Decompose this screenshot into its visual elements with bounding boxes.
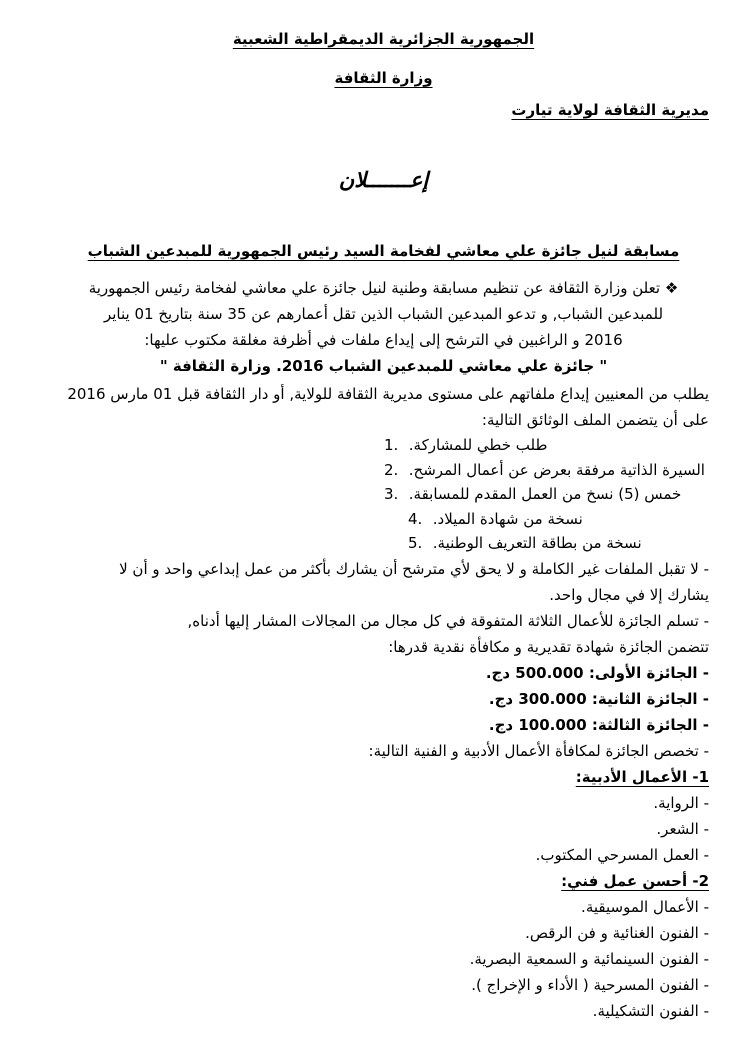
- rule-award-line-2: تتضمن الجائزة شهادة تقديرية و مكافأة نقدية قدرها:: [388, 637, 709, 656]
- literary-item: - الرواية.: [653, 793, 709, 812]
- prize-first-line: - الجائزة الأولى: 500.000 دج.: [485, 663, 709, 682]
- republic-header: الجمهورية الجزائرية الديمقراطية الشعبية: [232, 30, 535, 48]
- artistic-section: [58, 868, 709, 1024]
- artistic-item: - الفنون التشكيلية.: [592, 1001, 709, 1020]
- competition-title: مسابقة لنيل جائزة علي معاشي لفخامة السيد رئيس الجمهورية للمبدعين الشباب: [87, 242, 680, 260]
- document-list-item: [384, 433, 709, 458]
- list-item-number: 4.: [408, 509, 423, 528]
- list-item-text: السيرة الذاتية مرفقة بعرض عن أعمال المرشح.: [408, 460, 705, 479]
- intro-line-1: [58, 275, 709, 301]
- artistic-item: - الفنون المسرحية ( الأداء و الإخراج ).: [471, 975, 709, 994]
- artistic-item: - الفنون الغنائية و فن الرقص.: [525, 923, 709, 942]
- document-list-item: [384, 507, 709, 532]
- announcement-word: إعـــــــلان: [338, 168, 429, 192]
- required-documents-list: [58, 433, 709, 556]
- literary-section: [58, 764, 709, 868]
- ministry-header: وزارة الثقافة: [334, 69, 433, 87]
- allocation-line: - تخصص الجائزة لمكافأة الأعمال الأدبية و الفنية التالية:: [368, 741, 709, 760]
- rule-award-line-1: - تسلم الجائزة للأعمال الثلاثة المتفوقة في كل مجال من المجالات المشار إليها أدناه,: [187, 611, 709, 630]
- list-item-text: طلب خطي للمشاركة.: [408, 436, 548, 454]
- submission-paragraph: [58, 381, 709, 433]
- literary-item: - الشعر.: [656, 819, 709, 838]
- submission-line-1: يطلب من المعنيين إيداع ملفاتهم على مستوى مديرية الثقافة للولاية, أو دار الثقافة قبل 01 مارس 2016: [67, 385, 709, 403]
- intro-line-1-text: تعلن وزارة الثقافة عن تنظيم مسابقة وطنية لنيل جائزة علي معاشي لفخامة رئيس الجمهورية: [88, 279, 661, 297]
- document-list-item: [384, 482, 709, 507]
- prize-second-line: - الجائزة الثانية: 300.000 دج.: [488, 689, 709, 708]
- intro-line-2: للمبدعين الشباب, و تدعو المبدعين الشباب الذين تقل أعمارهم عن 35 سنة بتاريخ 01 يناير: [103, 305, 664, 323]
- diamond-bullet-icon: ❖: [664, 279, 679, 297]
- artistic-item: - الأعمال الموسيقية.: [581, 897, 709, 916]
- list-item-text: خمس (5) نسخ من العمل المقدم للمسابقة.: [408, 485, 682, 504]
- document-list-item: [384, 531, 709, 556]
- directorate-header: مديرية الثقافة لولاية تيارت: [511, 101, 709, 119]
- intro-paragraph: [58, 275, 709, 379]
- list-item-number: 5.: [408, 534, 423, 553]
- rule-incomplete-line-2: يشارك إلا في مجال واحد.: [549, 585, 709, 604]
- artistic-item: - الفنون السينمائية و السمعية البصرية.: [469, 949, 709, 968]
- section-heading-literary: 1- الأعمال الأدبية:: [575, 767, 709, 786]
- document-list-item: [384, 458, 709, 483]
- rules-section: [58, 556, 709, 764]
- literary-item: - العمل المسرحي المكتوب.: [535, 845, 709, 864]
- envelope-label: " جائزة علي معاشي للمبدعين الشباب 2016. وزارة الثقافة ": [159, 357, 608, 375]
- submission-line-2: على أن يتضمن الملف الوثائق التالية:: [481, 411, 709, 429]
- list-item-text: نسخة من بطاقة التعريف الوطنية.: [432, 534, 642, 553]
- list-item-text: نسخة من شهادة الميلاد.: [432, 509, 583, 528]
- list-item-number: 2.: [384, 460, 399, 479]
- intro-line-3: 2016 و الراغبين في الترشح إلى إيداع ملفات في أظرفة مغلقة مكتوب عليها:: [144, 331, 623, 349]
- rule-incomplete-line-1: - لا تقبل الملفات غير الكاملة و لا يحق لأي مترشح أن يشارك بأكثر من عمل إبداعي واحد و أن لا: [119, 559, 709, 578]
- list-item-number: 3.: [384, 485, 399, 504]
- prize-third-line: - الجائزة الثالثة: 100.000 دج.: [488, 715, 709, 734]
- list-item-number: 1.: [384, 436, 399, 454]
- section-heading-artistic: 2- أحسن عمل فني:: [561, 871, 709, 890]
